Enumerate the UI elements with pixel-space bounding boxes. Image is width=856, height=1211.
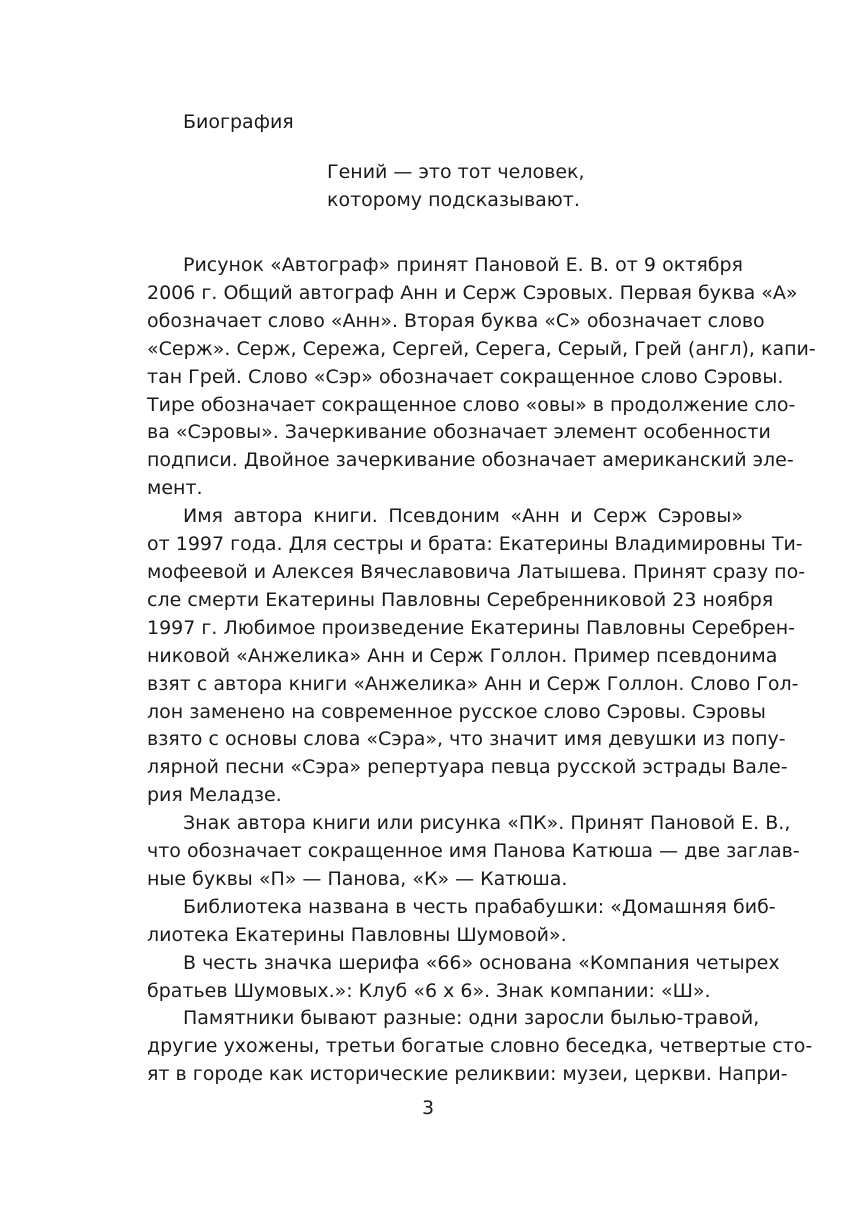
paragraph-line: В честь значка шерифа «66» основана «Компания четырех (183, 951, 780, 974)
paragraph-line: никовой «Анжелика» Анн и Серж Голлон. Пример псевдонима (147, 644, 778, 667)
section-heading: Биография (183, 111, 294, 133)
paragraph-line: братьев Шумовых.»: Клуб «6 х 6». Знак компании: «Ш». (147, 979, 711, 1002)
paragraph-line: 1997 г. Любимое произведение Екатерины Павловны Серебрен- (147, 616, 796, 639)
paragraph (147, 1005, 813, 1089)
paragraph-line: 2006 г. Общий автограф Анн и Серж Сэровых. Первая буква «А» (147, 281, 798, 304)
paragraph-line: взято с основы слова «Сэра», что значит имя девушки из попу- (147, 728, 786, 751)
paragraph-line: рия Меладзе. (147, 784, 282, 807)
paragraph-line: другие ухожены, третьи богатые словно беседка, четвертые сто- (147, 1035, 813, 1058)
paragraph-line: сле смерти Екатерины Павловны Серебренниковой 23 ноября (147, 588, 774, 611)
epigraph-line: которому подсказывают. (327, 189, 580, 211)
paragraph-line: взят с автора книги «Анжелика» Анн и Серж Голлон. Слово Гол- (147, 672, 799, 695)
paragraph-line: ва «Сэровы». Зачеркивание обозначает элемент особенности (147, 421, 771, 444)
paragraph-line: Памятники бывают разные: одни заросли былью-травой, (183, 1007, 760, 1030)
paragraph-line: лон заменено на современное русское слово Сэровы. Сэровы (147, 700, 766, 723)
paragraph-line: подписи. Двойное зачеркивание обозначает американский эле- (147, 449, 794, 472)
paragraph-line: Имя автора книги. Псевдоним «Анн и Серж Сэровы» (183, 505, 743, 528)
paragraph-line: Рисунок «Автограф» принят Пановой Е. В. от 9 октября (183, 254, 743, 276)
paragraph-line: Знак автора книги или рисунка «ПК». Принят Пановой Е. В., (183, 812, 791, 835)
paragraph (147, 252, 816, 503)
paragraph (147, 950, 780, 1006)
paragraph-line: ят в городе как исторические реликвии: музеи, церкви. Напри- (147, 1063, 788, 1086)
paragraph-line: ные буквы «П» — Панова, «К» — Катюша. (147, 867, 568, 890)
paragraph (147, 503, 806, 810)
paragraph-line: Библиотека названа в честь прабабушки: «Домашняя биб- (183, 895, 776, 918)
paragraph (147, 810, 800, 894)
epigraph-line: Гений — это тот человек, (327, 161, 585, 183)
paragraph-line: мент. (147, 477, 203, 500)
paragraph-line: что обозначает сокращенное имя Панова Катюша — две заглав- (147, 840, 800, 863)
page-number: 3 (421, 1097, 435, 1119)
paragraph (147, 894, 776, 950)
paragraph-line: обозначает слово «Анн». Вторая буква «С» обозначает слово (147, 309, 765, 332)
paragraph-line: Тире обозначает сокращенное слово «овы» в продолжение сло- (147, 393, 796, 416)
paragraph-line: от 1997 года. Для сестры и брата: Екатерины Владимировны Ти- (147, 533, 803, 556)
paragraph-line: лярной песни «Сэра» репертуара певца русской эстрады Вале- (147, 756, 788, 779)
paragraph-line: мофеевой и Алексея Вячеславовича Латышева. Принят сразу по- (147, 560, 806, 583)
body-text (147, 252, 816, 1089)
epigraph (327, 158, 585, 214)
paragraph-line: «Серж». Серж, Сережа, Сергей, Серега, Серый, Грей (англ), капи- (147, 337, 816, 360)
paragraph-line: тан Грей. Слово «Сэр» обозначает сокращенное слово Сэровы. (147, 365, 784, 388)
paragraph-line: лиотека Екатерины Павловны Шумовой». (147, 923, 567, 946)
